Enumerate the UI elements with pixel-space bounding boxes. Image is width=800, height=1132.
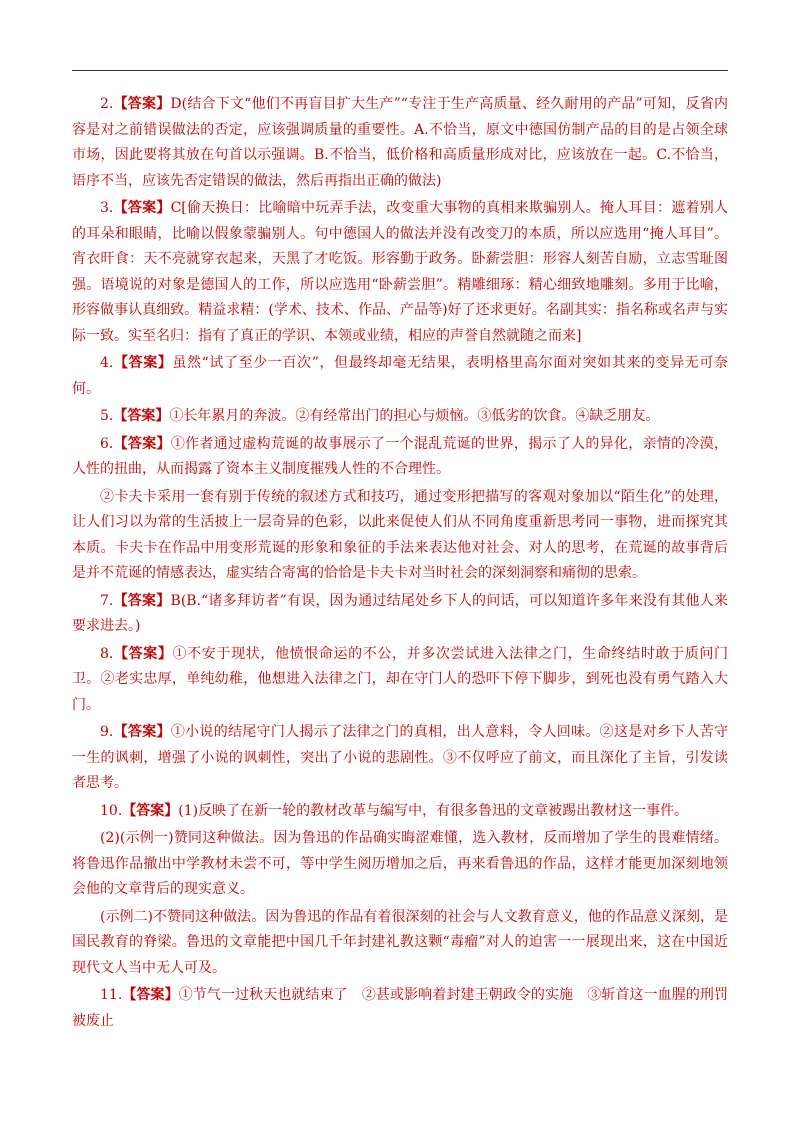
answer-4 <box>72 351 728 402</box>
answer-number: 2. <box>100 96 114 112</box>
answer-tag: 【答案】 <box>122 802 179 819</box>
answer-number: 11. <box>100 987 123 1003</box>
answer-10-example-1: (2)(示例一)赞同这种做法。因为鲁迅的作品确实晦涩难懂，选入教材，反而增加了学生的畏难情绪。将鲁迅作品撤出中学教材未尝不可，等中学生阅历增加之后，再来看鲁迅的作品，这样才能更加深刻地领会他的文章背后的现实意义。 <box>72 830 728 897</box>
answer-text: B(B.“诸多拜访者”有误，因为通过结尾处乡下人的问话，可以知道许多年来没有其他人来要求进去。) <box>72 592 728 634</box>
answer-number: 6. <box>100 435 114 452</box>
answer-tag: 【答案】 <box>113 435 171 452</box>
answer-number: 8. <box>100 645 114 662</box>
answer-10 <box>72 799 728 825</box>
answer-3 <box>72 196 728 349</box>
answer-tag: 【答案】 <box>113 408 170 424</box>
answer-tag: 【答案】 <box>122 987 179 1003</box>
answer-text: D(结合下文“他们不再盲目扩大生产”“专注于生产高质量、经久耐用的产品”可知，反省内容是对之前错误做法的否定，应该强调质量的重要性。A.不恰当，原文中德国仿制产品的目的是占领全球市场，因此要将其放在句首以示强调。B.不恰当，低价格和高质量形成对比，应该放在一起。C.不恰当，语序不当，应该先否定错误的做法，然后再指出正确的做法) <box>72 96 728 189</box>
answer-tag: 【答案】 <box>113 200 171 216</box>
answer-text: C[偷天换日：比喻暗中玩弄手法，改变重大事物的真相来欺骗别人。掩人耳目：遮着别人的耳朵和眼睛，比喻以假象蒙骗别人。句中德国人的做法并没有改变刀的本质，所以应选用“掩人耳目”。宵衣旰食：天不亮就穿衣起来，天黑了才吃饭。形容勤于政务。卧薪尝胆：形容人刻苦自励，立志雪耻图强。语境说的对象是德国人的工作，所以应选用“卧薪尝胆”。精雕细琢：精心细致地雕刻。多用于比喻，形容做事认真细致。精益求精：(学术、技术、作品、产品等)好了还求更好。名副其实：指名称或名声与实际一致。实至名归：指有了真正的学识、本领或业绩，相应的声誉自然就随之而来] <box>72 200 729 344</box>
answer-text: ①长年累月的奔波。②有经常出门的担心与烦恼。③低劣的饮食。④缺乏朋友。 <box>169 408 660 424</box>
answer-10-example-2: (示例二)不赞同这种做法。因为鲁迅的作品有着很深刻的社会与人文教育意义，他的作品意义深刻，是国民教育的脊梁。鲁迅的文章能把中国几千年封建礼教这颗“毒瘤”对人的迫害一一展现出来，这在中国近现代文人当中无人可及。 <box>72 908 728 976</box>
answer-7 <box>72 589 728 640</box>
answer-text: (1)反映了在新一轮的教材改革与编写中，有很多鲁迅的文章被踢出教材这一事件。 <box>178 802 689 819</box>
answer-text: ①不安于现状，他愤恨命运的不公，并多次尝试进入法律之门，生命终结时敢于质问门卫。②老实忠厚，单纯幼稚，他想进入法律之门，却在守门人的恐吓下停下脚步，到死也没有勇气踏入大门。 <box>72 645 728 713</box>
answer-text: 虽然“试了至少一百次”，但最终却毫无结果，表明格里高尔面对突如其来的变异无可奈何。 <box>72 355 729 397</box>
answer-tag: 【答案】 <box>113 724 171 740</box>
answer-number: 3. <box>100 200 114 216</box>
answer-6-part-2: ②卡夫卡采用一套有别于传统的叙述方式和技巧，通过变形把描写的客观对象加以“陌生化”的处理，让人们习以为常的生活披上一层奇异的色彩，以此来促使人们从不同角度重新思考同一事物，进而探究其本质。卡夫卡在作品中用变形荒诞的形象和象征的手法来表达他对社会、对人的思考，在荒诞的故事背后是并不荒诞的情感表达，虚实结合寄寓的恰恰是卡夫卡对当时社会的深刻洞察和痛彻的思索。 <box>72 488 728 581</box>
answer-number: 4. <box>100 355 114 371</box>
answer-number: 10. <box>100 802 123 819</box>
answer-text: ①节气一过秋天也就结束了 ②甚或影响着封建王朝政令的实施 ③斩首这一血腥的刑罚被废止 <box>72 987 729 1029</box>
answer-tag: 【答案】 <box>113 355 173 371</box>
answer-9 <box>72 720 728 797</box>
answer-6 <box>72 432 728 483</box>
answer-number: 5. <box>100 408 114 424</box>
answer-2 <box>72 92 728 194</box>
answer-content <box>72 92 728 1036</box>
answer-number: 9. <box>100 724 114 740</box>
answer-8 <box>72 642 728 719</box>
answer-number: 7. <box>100 592 114 609</box>
answer-11 <box>72 983 728 1034</box>
header-rule <box>72 70 728 71</box>
answer-tag: 【答案】 <box>113 645 173 662</box>
answer-tag: 【答案】 <box>113 592 171 609</box>
answer-text: ①小说的结尾守门人揭示了法律之门的真相，出人意料，令人回味。②这是对乡下人苦守一生的讽刺，增强了小说的讽刺性，突出了小说的悲剧性。③不仅呼应了前文，而且深化了主旨，引发读者思考。 <box>72 724 729 791</box>
answer-5 <box>72 404 728 430</box>
answer-text: ①作者通过虚构荒诞的故事展示了一个混乱荒诞的世界，揭示了人的异化，亲情的冷漠，人性的扭曲，从而揭露了资本主义制度摧残人性的不合理性。 <box>72 435 729 477</box>
answer-tag: 【答案】 <box>113 96 171 112</box>
